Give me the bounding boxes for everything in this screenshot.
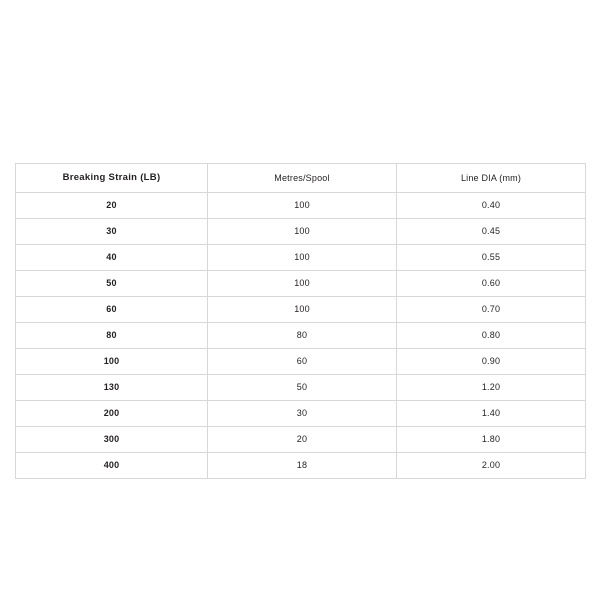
column-header-breaking-strain: Breaking Strain (LB) xyxy=(16,164,208,193)
cell-metres-per-spool: 100 xyxy=(208,193,397,219)
table-row xyxy=(16,375,586,401)
cell-metres-per-spool: 60 xyxy=(208,349,397,375)
cell-metres-per-spool: 100 xyxy=(208,297,397,323)
column-header-metres-per-spool: Metres/Spool xyxy=(208,164,397,193)
table-row xyxy=(16,401,586,427)
cell-breaking-strain: 200 xyxy=(16,401,208,427)
cell-breaking-strain: 300 xyxy=(16,427,208,453)
cell-breaking-strain: 20 xyxy=(16,193,208,219)
cell-line-dia: 1.80 xyxy=(397,427,586,453)
cell-breaking-strain: 40 xyxy=(16,245,208,271)
table-row xyxy=(16,245,586,271)
cell-line-dia: 0.70 xyxy=(397,297,586,323)
cell-line-dia: 2.00 xyxy=(397,453,586,479)
cell-line-dia: 0.90 xyxy=(397,349,586,375)
cell-breaking-strain: 50 xyxy=(16,271,208,297)
cell-metres-per-spool: 50 xyxy=(208,375,397,401)
table-row xyxy=(16,271,586,297)
table-body xyxy=(16,193,586,479)
cell-breaking-strain: 60 xyxy=(16,297,208,323)
cell-metres-per-spool: 80 xyxy=(208,323,397,349)
table-row xyxy=(16,349,586,375)
cell-line-dia: 0.55 xyxy=(397,245,586,271)
table-row xyxy=(16,193,586,219)
line-specification-table xyxy=(15,163,586,479)
cell-line-dia: 0.80 xyxy=(397,323,586,349)
cell-line-dia: 0.45 xyxy=(397,219,586,245)
cell-breaking-strain: 400 xyxy=(16,453,208,479)
cell-metres-per-spool: 18 xyxy=(208,453,397,479)
cell-metres-per-spool: 100 xyxy=(208,245,397,271)
cell-line-dia: 0.60 xyxy=(397,271,586,297)
table-header-row xyxy=(16,164,586,193)
cell-line-dia: 1.20 xyxy=(397,375,586,401)
table-row xyxy=(16,323,586,349)
table-row xyxy=(16,297,586,323)
cell-metres-per-spool: 30 xyxy=(208,401,397,427)
spec-table-container xyxy=(15,163,585,479)
cell-breaking-strain: 100 xyxy=(16,349,208,375)
cell-metres-per-spool: 20 xyxy=(208,427,397,453)
cell-line-dia: 0.40 xyxy=(397,193,586,219)
table-header xyxy=(16,164,586,193)
column-header-line-dia: Line DIA (mm) xyxy=(397,164,586,193)
cell-breaking-strain: 80 xyxy=(16,323,208,349)
table-row xyxy=(16,427,586,453)
cell-breaking-strain: 30 xyxy=(16,219,208,245)
cell-breaking-strain: 130 xyxy=(16,375,208,401)
cell-line-dia: 1.40 xyxy=(397,401,586,427)
cell-metres-per-spool: 100 xyxy=(208,219,397,245)
table-row xyxy=(16,453,586,479)
cell-metres-per-spool: 100 xyxy=(208,271,397,297)
table-row xyxy=(16,219,586,245)
